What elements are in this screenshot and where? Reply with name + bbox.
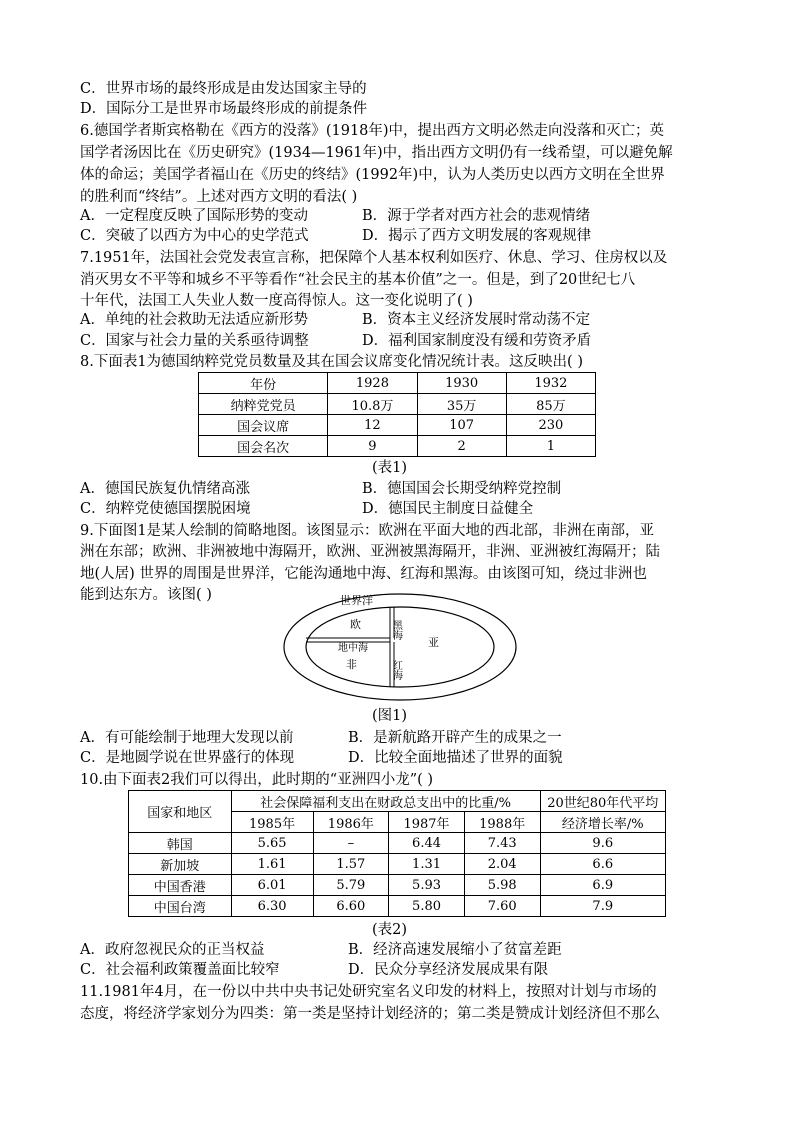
table-header-cell: 1986年 <box>313 812 389 833</box>
table-cell: 2.04 <box>464 854 540 875</box>
q6-stem-line: 体的命运；美国学者福山在《历史的终结》(1992年)中，认为人类历史以西方文明在全世界 <box>80 167 665 183</box>
q7-stem-line: 十年代，法国工人失业人数一度高得惊人。这一变化说明了( ) <box>80 293 473 309</box>
q5-option-d: D．国际分工是世界市场最终形成的前提条件 <box>80 101 368 117</box>
table-header-cell: 1930 <box>417 373 506 394</box>
table-header-cell: 1987年 <box>389 812 465 833</box>
q10-option-d: D．民众分享经济发展成果有限 <box>348 962 549 978</box>
table-cell: 韩国 <box>129 833 232 854</box>
table-cell: 6.01 <box>231 875 313 896</box>
q8-table-caption: (表1) <box>372 460 408 476</box>
table-cell: 5.65 <box>231 833 313 854</box>
table-cell: – <box>313 833 389 854</box>
table-cell: 6.44 <box>389 833 465 854</box>
table-cell: 107 <box>417 415 506 436</box>
africa-label: 非 <box>346 658 357 671</box>
world-ocean-label: 世界洋 <box>340 594 373 607</box>
q9-stem-line: 9.下面图1是某人绘制的简略地图。该图显示：欧洲在平面大地的西北部，非洲在南部，亚 <box>80 523 655 539</box>
table-row <box>129 854 666 875</box>
q6-stem-line: 的胜利而“终结”。上述对西方文明的看法( ) <box>80 189 358 205</box>
table-row <box>199 436 596 457</box>
table-cell: 10.8万 <box>328 394 417 415</box>
q6-option-b: B．源于学者对西方社会的悲观情绪 <box>362 208 591 224</box>
q9-option-d: D．比较全面地描述了世界的面貌 <box>348 750 563 766</box>
table-cell: 新加坡 <box>129 854 232 875</box>
table-header-cell: 经济增长率/% <box>540 812 665 833</box>
asia-label: 亚 <box>428 636 439 649</box>
q8-option-a: A．德国民族复仇情绪高涨 <box>80 481 250 497</box>
table-header-cell: 国家和地区 <box>129 791 232 833</box>
table-row <box>199 415 596 436</box>
table-row <box>129 896 666 917</box>
table-cell: 9 <box>328 436 417 457</box>
table-header-cell: 20世纪80年代平均 <box>540 791 665 812</box>
table-cell: 6.30 <box>231 896 313 917</box>
table-cell: 85万 <box>506 394 595 415</box>
q8-option-c: C．纳粹党使德国摆脱困境 <box>80 501 251 517</box>
table-cell: 1.31 <box>389 854 465 875</box>
q9-figure-caption: (图1) <box>372 708 408 724</box>
table-cell: 5.98 <box>464 875 540 896</box>
table-cell: 5.93 <box>389 875 465 896</box>
table-cell: 6.6 <box>540 854 665 875</box>
q11-stem-line: 11.1981年4月，在一份以中共中央书记处研究室名义印发的材料上，按照对计划与市场的 <box>80 984 657 1000</box>
q9-map-figure <box>280 590 520 704</box>
table-cell: 230 <box>506 415 595 436</box>
q7-option-c: C．国家与社会力量的关系亟待调整 <box>80 333 309 349</box>
table-cell: 35万 <box>417 394 506 415</box>
table-header-cell: 1932 <box>506 373 595 394</box>
black-sea-label: 黑海 <box>390 620 402 640</box>
world-ocean-outer-ring <box>284 594 516 700</box>
table-row <box>129 875 666 896</box>
table-header-cell: 1928 <box>328 373 417 394</box>
q9-option-c: C．是地圆学说在世界盛行的体现 <box>80 750 295 766</box>
table-row <box>199 373 596 394</box>
table-cell: 6.60 <box>313 896 389 917</box>
red-sea-label: 红海 <box>390 660 402 680</box>
table-cell: 12 <box>328 415 417 436</box>
q6-stem-line: 6.德国学者斯宾格勒在《西方的没落》(1918年)中，提出西方文明必然走向没落和灭亡；英 <box>80 123 665 139</box>
q8-option-d: D．德国民主制度日益健全 <box>362 501 534 517</box>
table-cell: 纳粹党党员 <box>199 394 328 415</box>
q6-option-a: A．一定程度反映了国际形势的变动 <box>80 208 308 224</box>
table-cell: 7.9 <box>540 896 665 917</box>
mediterranean-label: 地中海 <box>338 643 368 654</box>
q7-stem-line: 7.1951年，法国社会党发表宣言称，把保障个人基本权利如医疗、休息、学习、住房权以及 <box>80 250 668 266</box>
table-cell: 5.79 <box>313 875 389 896</box>
q8-table <box>198 372 596 457</box>
q9-stem-line: 能到达东方。该图( ) <box>80 587 212 603</box>
europe-label: 欧 <box>350 618 361 631</box>
table-header-cell: 年份 <box>199 373 328 394</box>
q10-option-b: B．经济高速发展缩小了贫富差距 <box>348 942 562 958</box>
q9-stem-line: 地(人居) 世界的周围是世界洋，它能沟通地中海、红海和黑海。由该图可知，绕过非洲也 <box>80 566 647 582</box>
q7-option-b: B．资本主义经济发展时常动荡不定 <box>362 312 591 328</box>
table-row <box>129 791 666 812</box>
table-cell: 7.60 <box>464 896 540 917</box>
table-cell: 1.61 <box>231 854 313 875</box>
table-cell: 1 <box>506 436 595 457</box>
q7-option-d: D．福利国家制度没有缓和劳资矛盾 <box>362 333 592 349</box>
table-cell: 中国香港 <box>129 875 232 896</box>
q8-option-b: B．德国国会长期受纳粹党控制 <box>362 481 562 497</box>
table-cell: 国会议席 <box>199 415 328 436</box>
table-header-cell: 1985年 <box>231 812 313 833</box>
q9-option-a: A．有可能绘制于地理大发现以前 <box>80 730 294 746</box>
table-cell: 6.9 <box>540 875 665 896</box>
q10-option-c: C．社会福利政策覆盖面比较窄 <box>80 962 280 978</box>
q10-table <box>128 790 666 917</box>
table-cell: 国会名次 <box>199 436 328 457</box>
table-cell: 中国台湾 <box>129 896 232 917</box>
table-header-cell: 社会保障福利支出在财政总支出中的比重/% <box>231 791 540 812</box>
q10-option-a: A．政府忽视民众的正当权益 <box>80 942 265 958</box>
q7-stem-line: 消灭男女不平等和城乡不平等看作“社会民主的基本价值”之一。但是，到了20世纪七八 <box>80 272 636 288</box>
table-cell: 5.80 <box>389 896 465 917</box>
table-cell: 9.6 <box>540 833 665 854</box>
q7-option-a: A．单纯的社会救助无法适应新形势 <box>80 312 308 328</box>
q8-stem: 8.下面表1为德国纳粹党党员数量及其在国会议席变化情况统计表。这反映出( ) <box>80 354 583 370</box>
q6-option-c: C．突破了以西方为中心的史学范式 <box>80 228 309 244</box>
q6-option-d: D．揭示了西方文明发展的客观规律 <box>362 228 592 244</box>
q5-option-c: C．世界市场的最终形成是由发达国家主导的 <box>80 81 367 97</box>
table-row <box>129 833 666 854</box>
table-row <box>199 394 596 415</box>
q9-option-b: B．是新航路开辟产生的成果之一 <box>348 730 562 746</box>
q10-table-caption: (表2) <box>372 922 408 938</box>
q10-stem: 10.由下面表2我们可以得出，此时期的“亚洲四小龙”( ) <box>80 772 434 788</box>
table-header-cell: 1988年 <box>464 812 540 833</box>
table-cell: 2 <box>417 436 506 457</box>
mediterranean-sea-channel <box>306 638 390 642</box>
q9-stem-line: 洲在东部；欧洲、非洲被地中海隔开，欧洲、亚洲被黑海隔开，非洲、亚洲被红海隔开；陆 <box>80 544 660 560</box>
q11-stem-line: 态度，将经济学家划分为四类：第一类是坚持计划经济的；第二类是赞成计划经济但不那么 <box>80 1006 660 1022</box>
table-cell: 1.57 <box>313 854 389 875</box>
table-cell: 7.43 <box>464 833 540 854</box>
q6-stem-line: 国学者汤因比在《历史研究》(1934—1961年)中，指出西方文明仍有一线希望，可以避免解 <box>80 145 673 161</box>
